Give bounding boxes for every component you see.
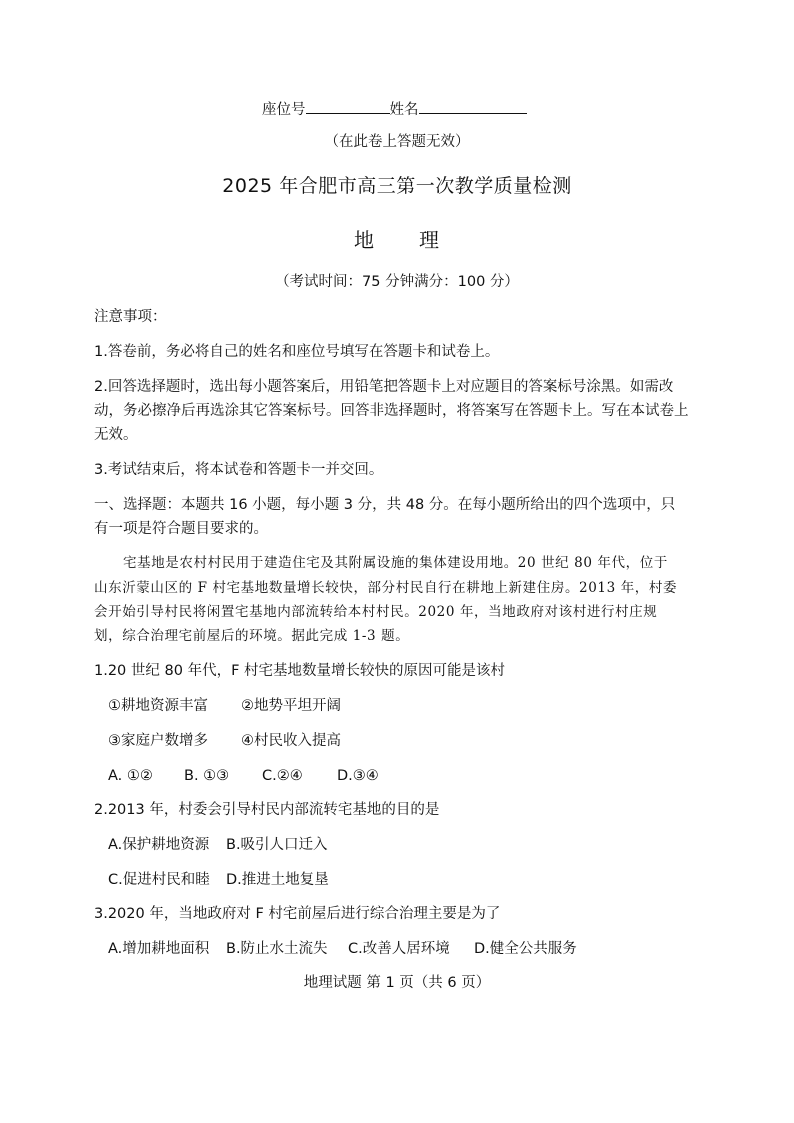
- subject-left: 地: [354, 228, 375, 252]
- statement-3: ③家庭户数增多: [108, 733, 208, 749]
- statement-1: ①耕地资源丰富: [108, 698, 208, 714]
- q1-option-b: B. ①③: [184, 768, 230, 784]
- page-footer: 地理试题 第 1 页（共 6 页）: [303, 975, 491, 991]
- q1-option-a: A. ①②: [108, 768, 153, 784]
- instruction-item-1: 1.答卷前，务必将自己的姓名和座位号填写在答题卡和试卷上。: [94, 344, 500, 360]
- statement-2: ②地势平坦开阔: [241, 698, 341, 714]
- invalid-notice: （在此卷上答题无效）: [324, 134, 470, 150]
- name-blank: [419, 99, 527, 114]
- passage-line-3: 会开始引导村民将闲置宅基地内部流转给本村村民。2020 年，当地政府对该村进行村庄规: [94, 604, 658, 620]
- question-3-stem: 3.2020 年，当地政府对 F 村宅前屋后进行综合治理主要是为了: [94, 906, 501, 922]
- q1-option-d: D.③④: [337, 768, 379, 784]
- question-1-options: [108, 767, 379, 785]
- exam-title: 2025 年合肥市高三第一次教学质量检测: [222, 175, 572, 197]
- q3-option-b: B.防止水土流失: [226, 941, 328, 957]
- instruction-item-2-line-3: 无效。: [94, 427, 138, 443]
- seat-name-line: [262, 99, 527, 119]
- question-3-options: [108, 940, 577, 958]
- q2-option-c: C.促进村民和睦: [108, 872, 210, 888]
- seat-label: 座位号: [262, 102, 306, 118]
- question-1-statements-row-2: [108, 732, 341, 750]
- q3-option-a: A.增加耕地面积: [108, 941, 210, 957]
- exam-info: （考试时间：75 分钟满分：100 分）: [275, 274, 519, 290]
- question-1-stem: 1.20 世纪 80 年代，F 村宅基地数量增长较快的原因可能是该村: [94, 663, 506, 679]
- section-heading-line-1: 一、选择题：本题共 16 小题，每小题 3 分，共 48 分。在每小题所给出的四个选项中，只: [94, 497, 676, 513]
- passage-line-4: 划，综合治理宅前屋后的环境。据此完成 1-3 题。: [94, 628, 410, 644]
- q2-option-b: B.吸引人口迁入: [226, 837, 328, 853]
- question-2-options-row-1: [108, 836, 328, 854]
- instructions-heading: 注意事项：: [94, 309, 167, 325]
- passage-line-1: 宅基地是农村村民用于建造住宅及其附属设施的集体建设用地。20 世纪 80 年代，位于: [123, 555, 668, 571]
- question-2-stem: 2.2013 年，村委会引导村民内部流转宅基地的目的是: [94, 802, 440, 818]
- instruction-item-3: 3.考试结束后，将本试卷和答题卡一并交回。: [94, 462, 384, 478]
- passage-line-2: 山东沂蒙山区的 F 村宅基地数量增长较快，部分村民自行在耕地上新建住房。2013 年，村委: [94, 580, 678, 596]
- seat-blank: [306, 99, 390, 114]
- q3-option-d: D.健全公共服务: [474, 941, 577, 957]
- name-label: 姓名: [389, 102, 419, 118]
- question-2-options-row-2: [108, 871, 329, 889]
- instruction-item-2-line-2: 动，务必擦净后再选涂其它答案标号。回答非选择题时，将答案写在答题卡上。写在本试卷上: [94, 403, 689, 419]
- q2-option-d: D.推进土地复垦: [226, 872, 329, 888]
- instruction-item-2-line-1: 2.回答选择题时，选出每小题答案后，用铅笔把答题卡上对应题目的答案标号涂黑。如需改: [94, 379, 674, 395]
- subject-right: 理: [419, 228, 440, 252]
- statement-4: ④村民收入提高: [241, 733, 341, 749]
- question-1-statements-row-1: [108, 697, 341, 715]
- section-heading-line-2: 有一项是符合题目要求的。: [94, 521, 268, 537]
- subject-title: [0, 228, 794, 252]
- q1-option-c: C.②④: [262, 768, 303, 784]
- q2-option-a: A.保护耕地资源: [108, 837, 210, 853]
- q3-option-c: C.改善人居环境: [348, 941, 450, 957]
